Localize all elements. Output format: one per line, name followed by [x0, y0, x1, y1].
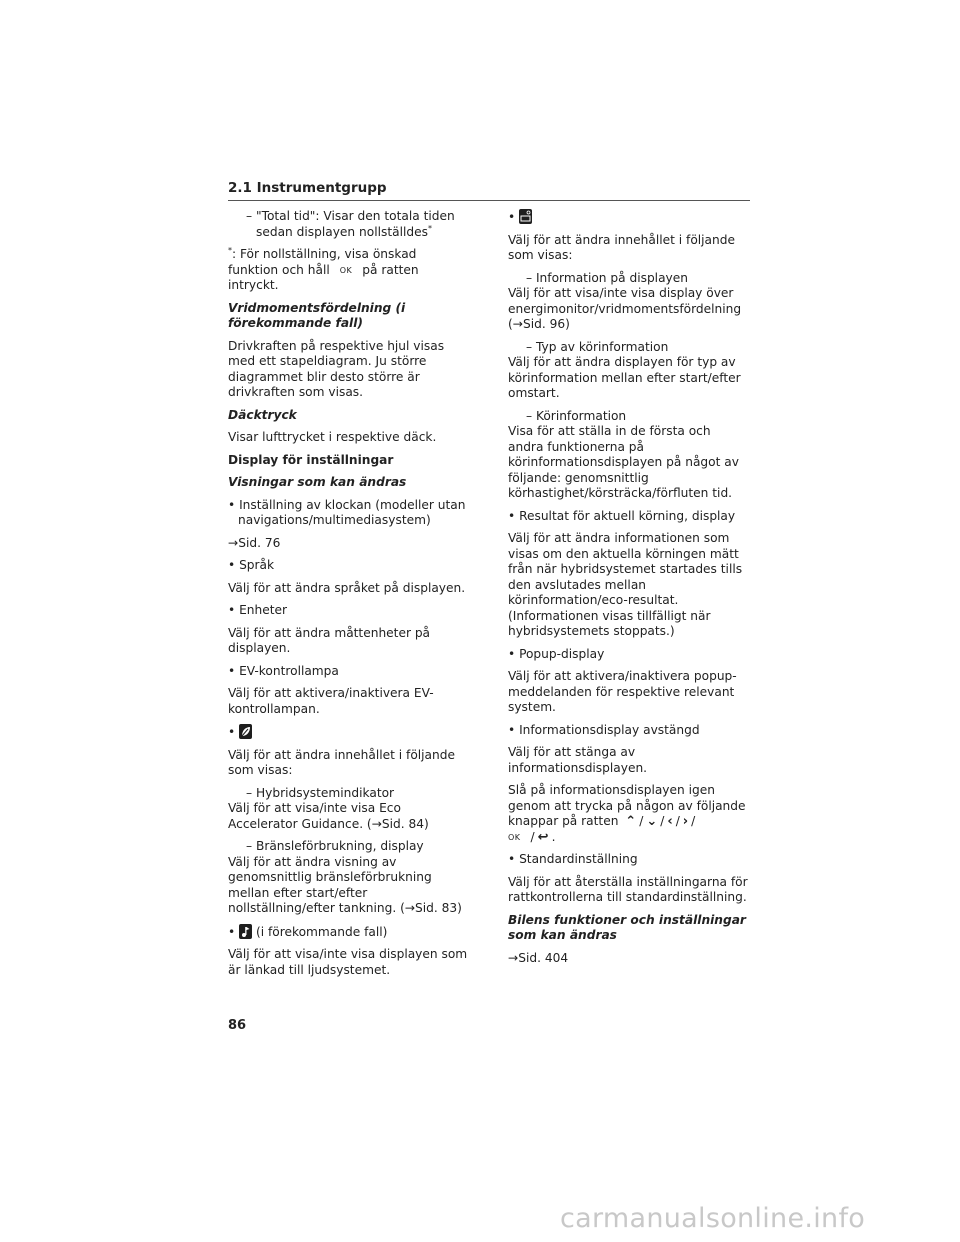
units-bullet: • Enheter — [228, 603, 287, 617]
info-sub-type-text: Välj för att ändra displayen för typ av körinformation mellan efter start/efter omstart. — [508, 355, 741, 400]
eco-text: Välj för att ändra innehållet i följande som visas: — [228, 747, 455, 777]
chevron-left-icon: ‹ — [667, 814, 673, 829]
audio-bullet: • (i förekommande fall) — [228, 924, 388, 939]
footnote-marker: * — [427, 223, 432, 233]
eco-sub-indicator: – Hybridsystemindikator — [246, 785, 395, 800]
display-off-bullet: • Informationsdisplay avstängd — [508, 722, 700, 737]
default-text: Välj för att återställa inställningarna för rattkontrollerna till standardinställning. — [508, 874, 748, 904]
tire-text: Visar lufttrycket i respektive däck. — [228, 430, 437, 444]
vehicle-settings-ref: →Sid. 404 — [508, 950, 569, 965]
info-sub-drive: – Körinformation — [526, 408, 627, 423]
chevron-down-icon: ⌄ — [646, 814, 658, 829]
ev-bullet: • EV-kontrollampa — [228, 663, 339, 678]
eco-sub-fuel: – Bränsleförbrukning, display — [246, 839, 424, 853]
result-text: Välj för att ändra informationen som visas om den aktuella körningen mätt från när hybridsystemet startades tills den avslutades mellan körinformation/eco-resultat. (Informationen visas tillfälligt när hybridsystemets stoppats.) — [508, 531, 743, 638]
display-on-text: Slå på informationsdisplayen igen genom att trycka på någon av följande knappar på ratten ⌃ / ⌄ / ‹ / › / OK / ↩ . — [508, 783, 746, 845]
info-sub-display-text: Välj för att visa/inte visa display över energimonitor/vridmomentsfördelning (→Sid. 96) — [508, 286, 742, 331]
left-column — [228, 209, 468, 985]
info-bullet: • — [508, 209, 748, 226]
language-text: Välj för att ändra språket på displayen. — [228, 580, 466, 595]
chevron-right-icon: › — [682, 814, 689, 829]
clock-page-ref: →Sid. 76 — [228, 535, 281, 550]
right-column — [508, 209, 748, 973]
changeable-heading: Visningar som kan ändras — [228, 475, 407, 489]
torque-text: Drivkraften på respektive hjul visas med ett stapeldiagram. Ju större diagrammet blir desto större är drivkraften som visas. — [228, 338, 445, 399]
eco-leaf-icon — [239, 724, 252, 739]
info-sub-display: – Information på displayen — [526, 270, 688, 285]
ok-button-icon: OK — [339, 265, 353, 275]
tire-heading: Däcktryck — [228, 407, 297, 422]
torque-heading: Vridmomentsfördelning (i förekommande fall) — [228, 300, 406, 330]
footnote: *: För nollställning, visa önskad funktion och håll OK på ratten intryckt. — [228, 245, 419, 292]
section-title: 2.1 Instrumentgrupp — [228, 180, 387, 196]
language-bullet: • Språk — [228, 558, 275, 572]
vehicle-settings-heading: Bilens funktioner och inställningar som kan ändras — [508, 912, 746, 942]
chevron-up-icon: ⌃ — [625, 814, 637, 829]
footnote-marker: * — [228, 245, 232, 255]
clock-bullet: • Inställning av klockan (modeller utan navigations/multimediasystem) — [228, 497, 466, 527]
section-heading — [228, 180, 750, 201]
info-sub-type: – Typ av körinformation — [526, 339, 669, 354]
ev-text: Välj för att aktivera/inaktivera EV-kontrollampan. — [228, 686, 434, 716]
units-text: Välj för att ändra måttenheter på displayen. — [228, 625, 431, 655]
page-number: 86 — [228, 1018, 247, 1033]
info-display-icon — [519, 209, 532, 224]
audio-text: Välj för att visa/inte visa displayen som är länkad till ljudsystemet. — [228, 947, 468, 977]
back-arrow-icon: ↩ — [537, 829, 549, 845]
popup-bullet: • Popup-display — [508, 646, 605, 661]
info-sub-drive-text: Visa för att ställa in de första och andra funktionerna på körinformationsdisplayen på något av följande: genomsnittlig körhastighet/körsträcka/förfluten tid. — [508, 424, 739, 500]
music-note-icon — [239, 924, 252, 939]
info-text: Välj för att ändra innehållet i följande som visas: — [508, 232, 735, 262]
settings-heading: Display för inställningar — [228, 452, 394, 467]
popup-text: Välj för att aktivera/inaktivera popup-meddelanden för respektive relevant system. — [508, 669, 737, 714]
display-off-text: Välj för att stänga av informationsdisplayen. — [508, 745, 648, 775]
result-bullet: • Resultat för aktuell körning, display — [508, 508, 736, 523]
eco-sub-fuel-text: Välj för att ändra visning av genomsnittlig bränsleförbrukning mellan efter start/efter nollställning/efter tankning. (→Sid. 83) — [228, 854, 462, 915]
eco-bullet: • — [228, 724, 468, 741]
eco-sub-indicator-text: Välj för att visa/inte visa Eco Accelerator Guidance. (→Sid. 84) — [228, 801, 429, 831]
default-bullet: • Standardinställning — [508, 852, 638, 866]
total-time-item: – "Total tid": Visar den totala tiden sedan displayen nollställdes* — [246, 209, 455, 239]
watermark: carmanualsonline.info — [560, 1203, 866, 1234]
ok-button-icon: OK — [508, 832, 521, 842]
